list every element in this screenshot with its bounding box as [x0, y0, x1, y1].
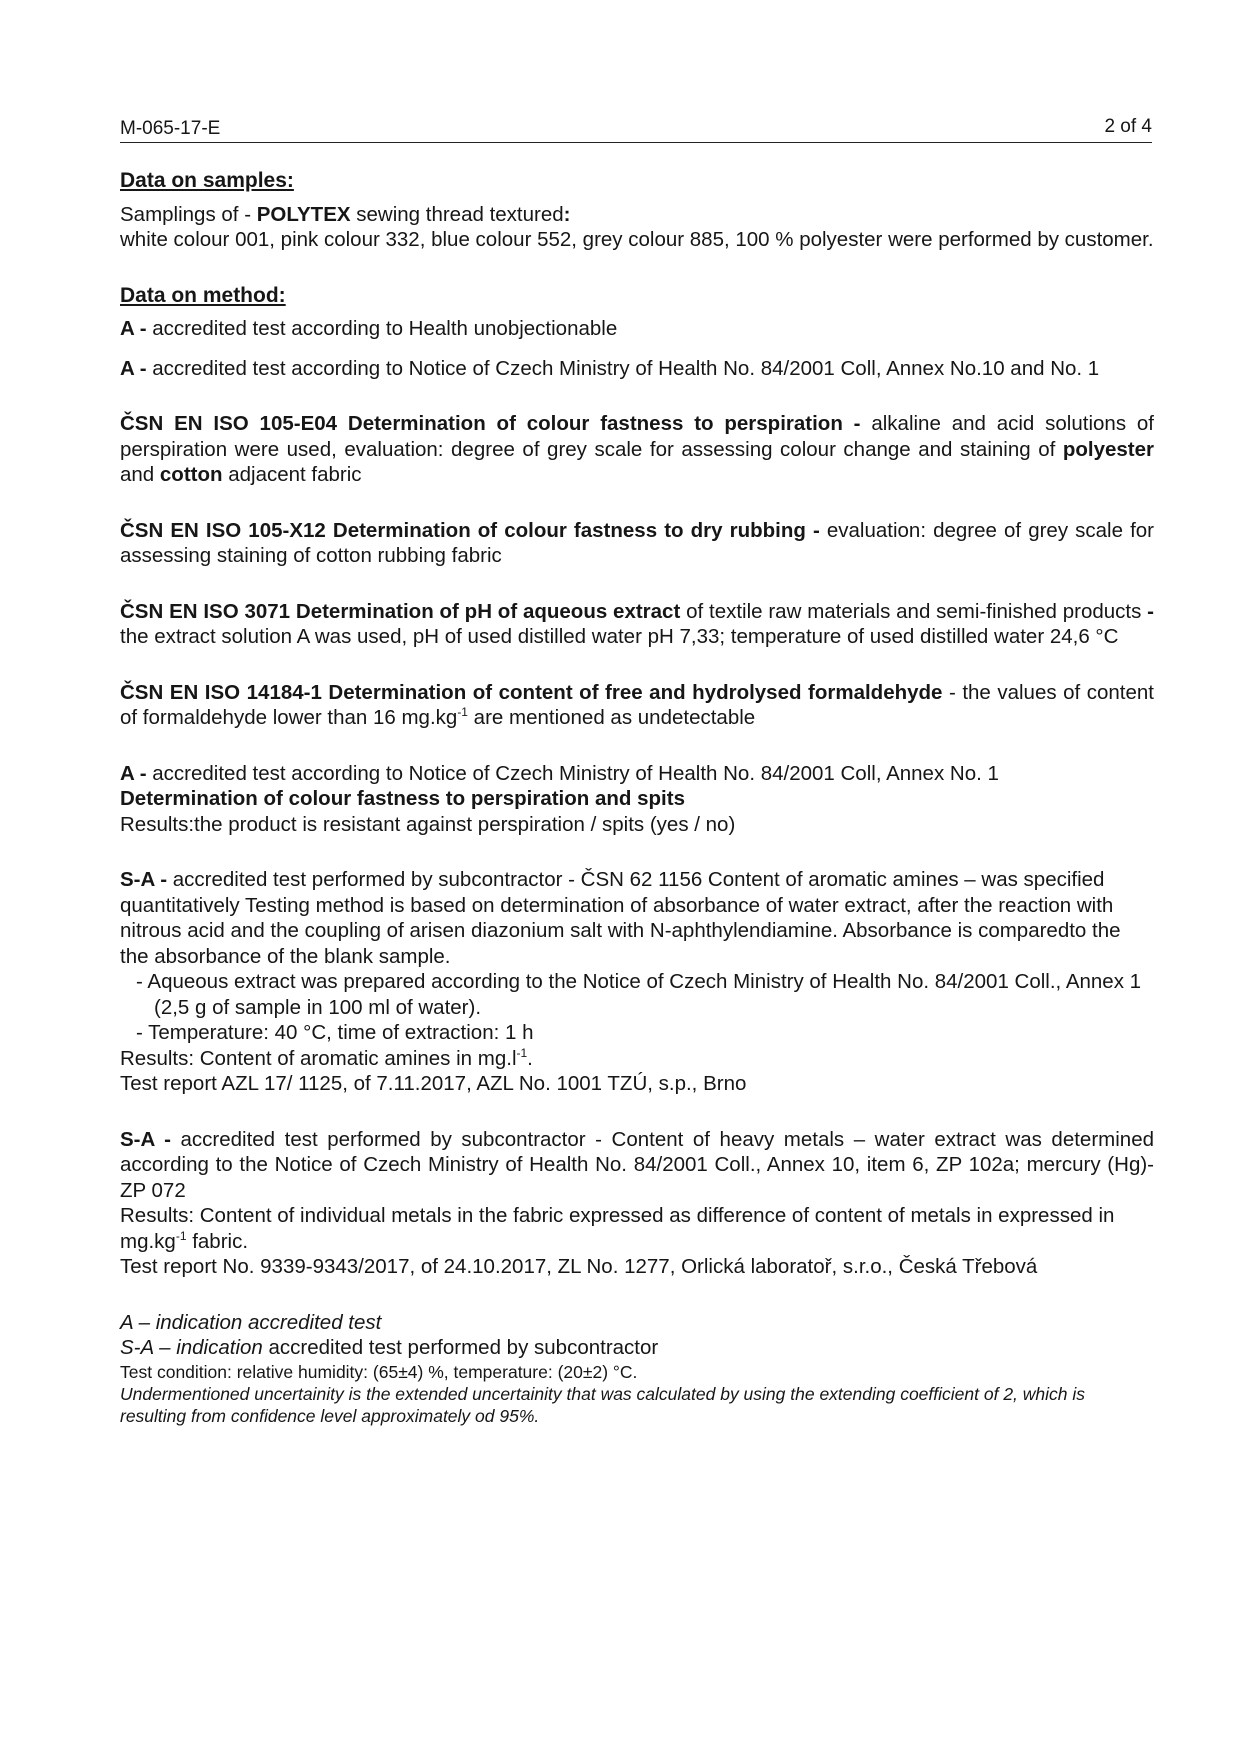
- method-e04: ČSN EN ISO 105-E04 Determination of colour fastness to perspiration - alkaline and acid solutions of perspiration were used, evaluation: degree of grey scale for assessing colour change and staining of polyester and cotton adjacent fabric: [120, 412, 1154, 486]
- method-health: A - accredited test according to Health unobjectionable: [120, 317, 618, 340]
- product-name: POLYTEX: [256, 202, 351, 226]
- method-spits-results: Results:the product is resistant against perspiration / spits (yes / no): [120, 812, 736, 836]
- method-formaldehyde: ČSN EN ISO 14184-1 Determination of content of free and hydrolysed formaldehyde - the values of content of formaldehyde lower than 16 $mg.kg^{-1}$ are mentioned as undetectable: [120, 680, 1154, 729]
- method-metals: S-A - accredited test performed by subcontractor - Content of heavy metals – water extract was determined according to the Notice of Czech Ministry of Health No. 84/2001 Coll., Annex 10, item 6, ZP 102a; mercury (Hg)- ZP 072: [120, 1127, 1154, 1202]
- note-a-indication: A – indication accredited test: [120, 1310, 382, 1334]
- amines-test-report: Test report AZL 17/ 1125, of 7.11.2017, AZL No. 1001 TZÚ, s.p., Brno: [120, 1072, 747, 1095]
- notes-block: [120, 1310, 1154, 1427]
- method-amines: S-A - accredited test performed by subcontractor - ČSN 62 1156 Content of aromatic amines – was specified quantitatively Testing method is based on determination of absorbance of water extract, after the reaction with nitrous acid and the coupling of arisen diazonium salt with N-aphthylendiamine. Absorbance is comparedto the the absorbance of the blank sample.: [120, 868, 1121, 968]
- document-id: M-065-17-E: [120, 118, 221, 139]
- samples-description: white colour 001, pink colour 332, blue colour 552, grey colour 885, 100 % polyester were performed by customer.: [120, 228, 1154, 251]
- note-test-condition: Test condition: relative humidity: (65±4) %, temperature: (20±2) °C.: [120, 1361, 638, 1382]
- samples-line1: Samplings of - POLYTEX sewing thread textured:: [120, 202, 571, 226]
- note-sa-indication: S-A – indication accredited test performed by subcontractor: [120, 1336, 659, 1359]
- metals-test-report: Test report No. 9339-9343/2017, of 24.10.2017, ZL No. 1277, Orlická laboratoř, s.r.o., Česká Třebová: [120, 1255, 1038, 1278]
- method-spits-block: [120, 761, 1154, 838]
- note-uncertainty: Undermentioned uncertainity is the extended uncertainity that was calculated by using the extending coefficient of 2, which is resulting from confidence level approximately od 95%.: [120, 1383, 1086, 1426]
- method-notice-annex10: A - accredited test according to Notice of Czech Ministry of Health No. 84/2001 Coll, Annex No.10 and No. 1: [120, 356, 1100, 380]
- method-heading: Data on method:: [120, 283, 286, 307]
- document-body: [120, 168, 1154, 1427]
- amines-results: Results: Content of aromatic amines in $mg.l^{-1}$.: [120, 1045, 533, 1070]
- amines-bullet-temperature: - Temperature: 40 °C, time of extraction: 1 h: [136, 1021, 534, 1044]
- method-ph: ČSN EN ISO 3071 Determination of pH of aqueous extract of textile raw materials and semi-finished products - the extract solution A was used, pH of used distilled water pH 7,33; temperature of used distilled water 24,6 °C: [120, 599, 1154, 648]
- method-metals-block: [120, 1127, 1154, 1280]
- method-spits-title: Determination of colour fastness to perspiration and spits: [120, 787, 685, 810]
- method-amines-block: [120, 867, 1154, 1097]
- method-x12: ČSN EN ISO 105-X12 Determination of colour fastness to dry rubbing - evaluation: degree of grey scale for assessing staining of cotton rubbing fabric: [120, 518, 1155, 567]
- metals-results: Results: Content of individual metals in the fabric expressed as difference of content of metals in expressed in $mg.kg^{-1}$ fabric.: [120, 1204, 1115, 1253]
- method-annex1: A - accredited test according to Notice of Czech Ministry of Health No. 84/2001 Coll, Annex No. 1: [120, 761, 999, 785]
- page-header: [120, 118, 1152, 143]
- amines-bullet-extract: - Aqueous extract was prepared according to the Notice of Czech Ministry of Health No. 84/2001 Coll., Annex 1 (2,5 g of sample in 100 ml of water).: [136, 970, 1142, 1019]
- page-number: 2 of 4: [1104, 116, 1152, 137]
- samples-heading: Data on samples:: [120, 169, 294, 192]
